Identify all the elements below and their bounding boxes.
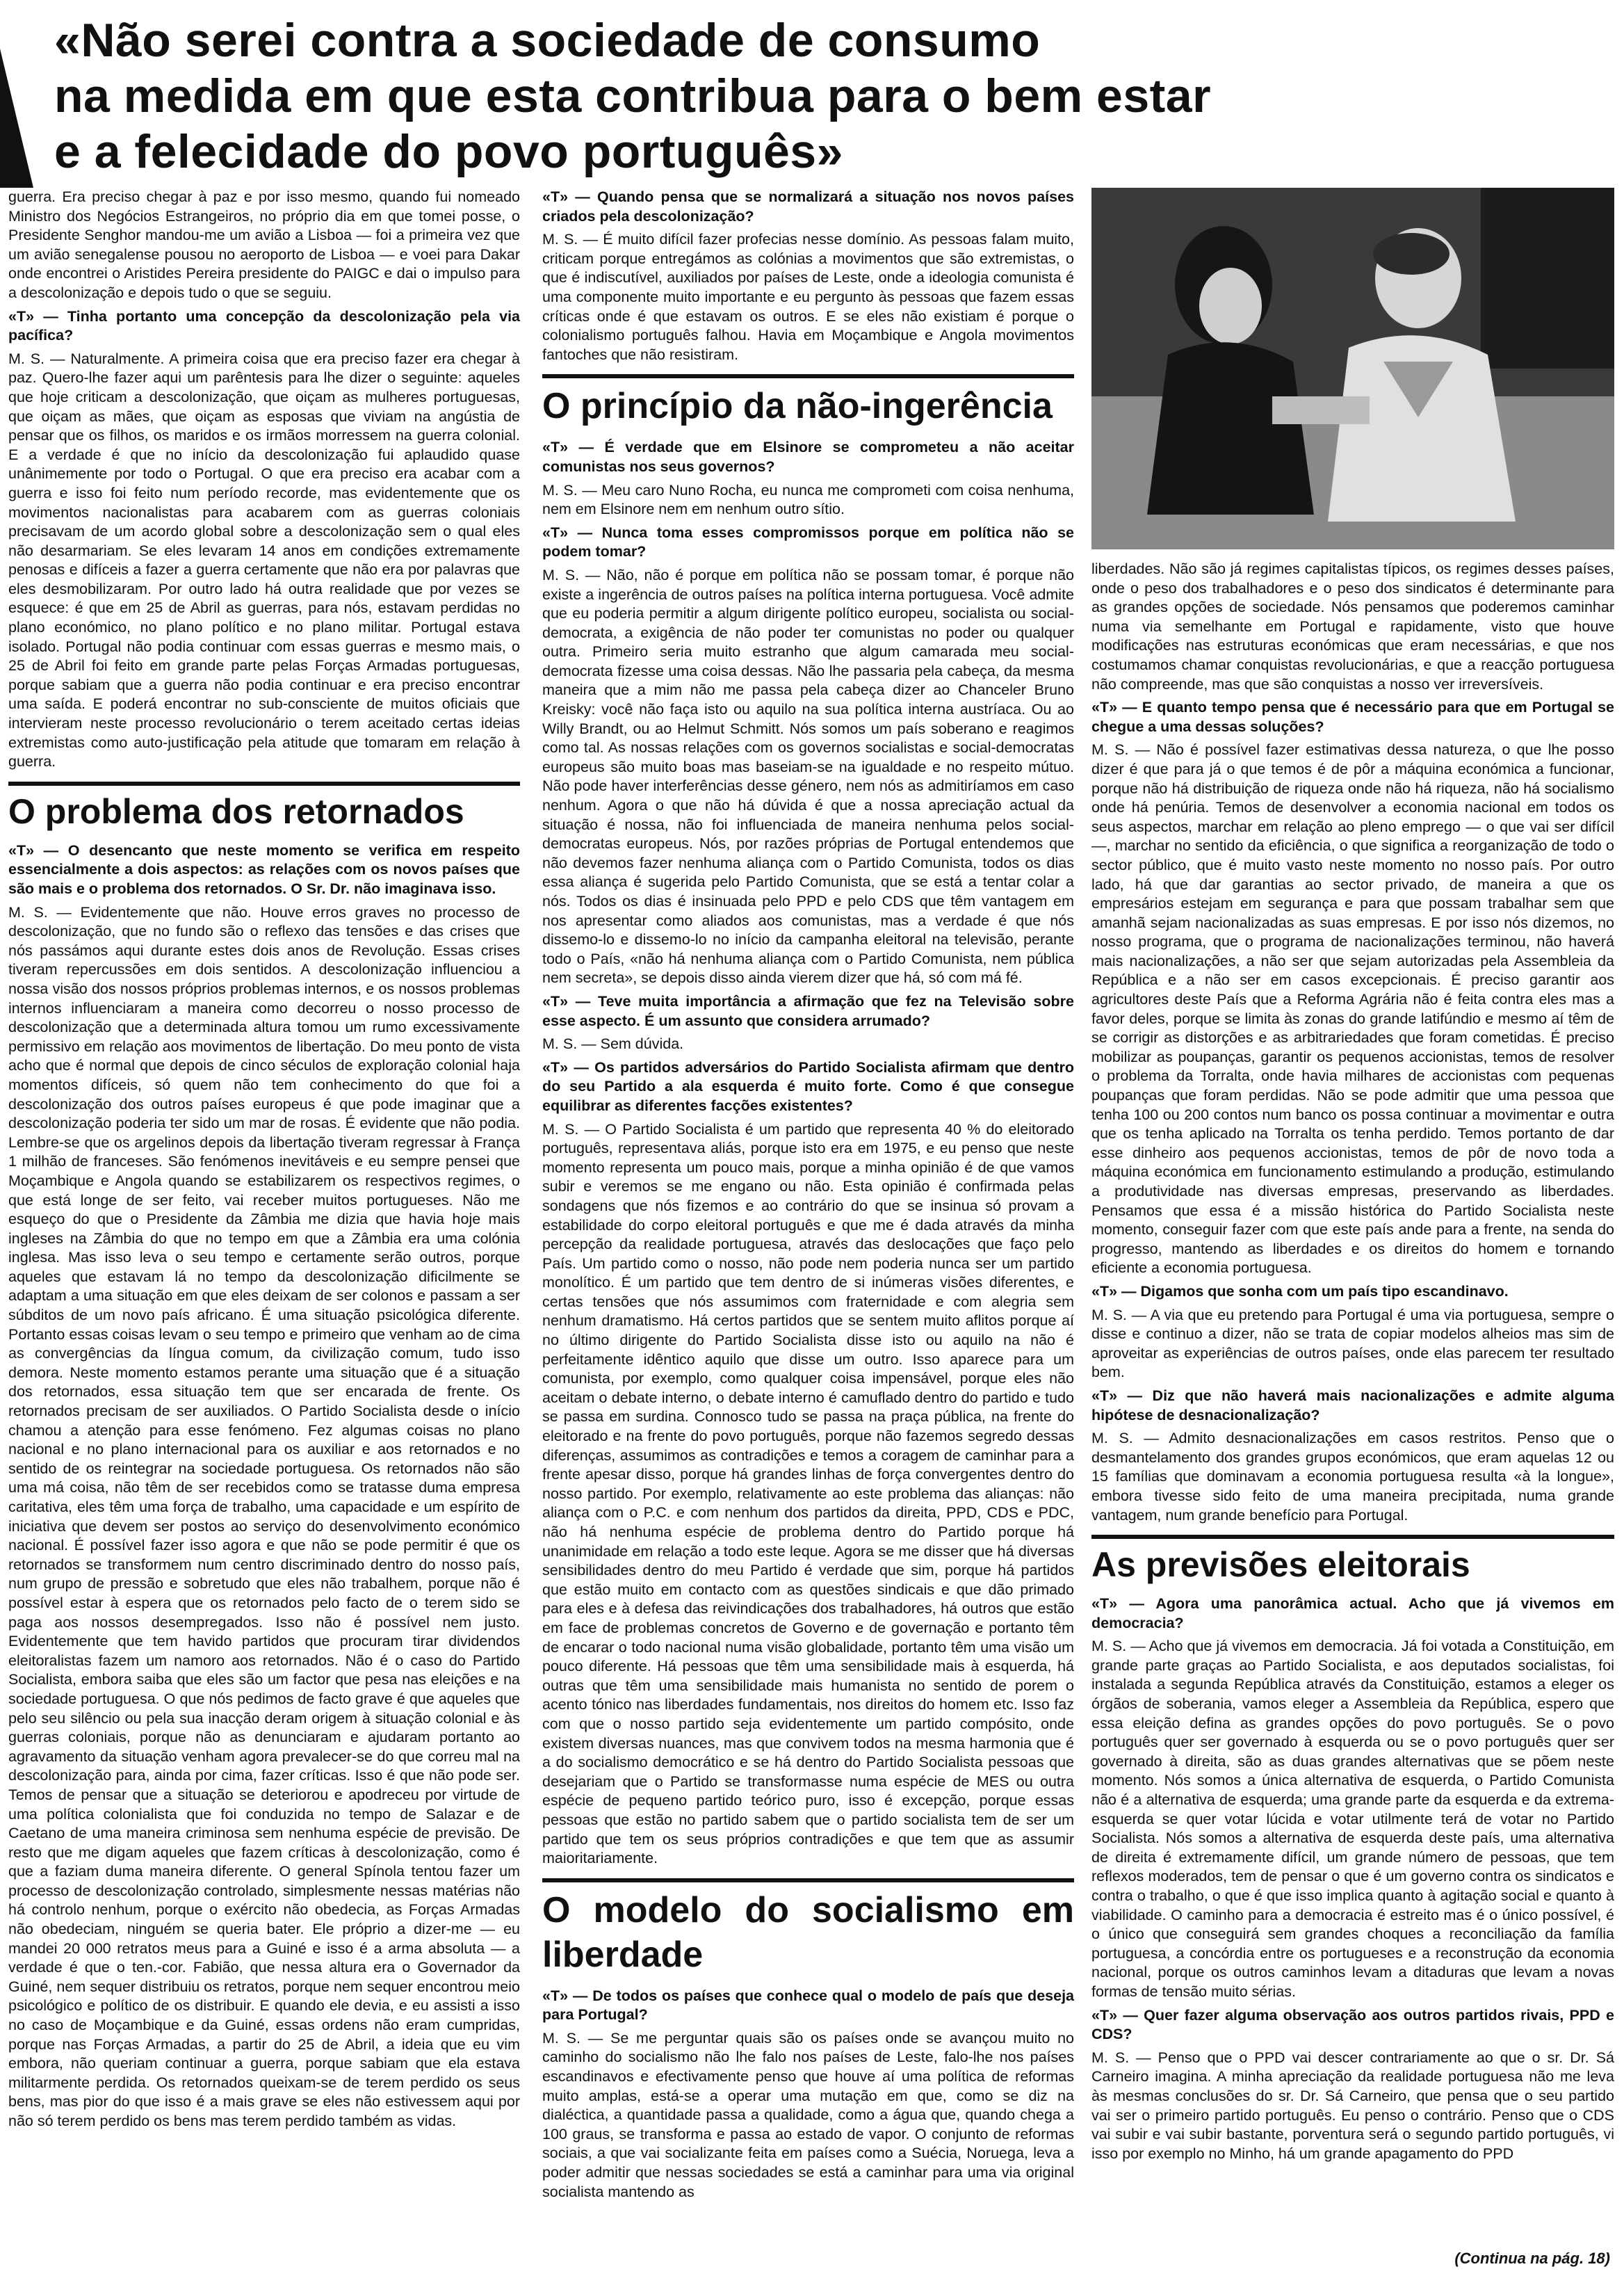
column-3 xyxy=(1091,188,1614,2267)
headline-wedge-mark xyxy=(0,49,33,188)
question: «T» — De todos os países que conhece qual o modelo de país que deseja para Portugal? xyxy=(542,1987,1074,2024)
answer: M. S. — Não, não é porque em política não se possam tomar, é porque não existe a ingerência de outros países na política interna portuguesa. Você admite que eu poderia permitir a algum dirigente político europeu, socialista ou social-democrata, a exigência de não poder ter comunistas no poder ou qualquer outra. Primeiro seria muito estranho que algum camarada meu social-democrata fizesse uma coisa dessas. Não lhe passaria pela cabeça, da mesma maneira que a mim não me passa pela cabeça dizer ao Chanceler Bruno Kreisky: você não faça isto ou aquilo na sua política interna austríaca. Ou ao Willy Brandt, ou ao Helmut Schmitt. Nós somos um país soberano e reagimos como tal. As nossas relações com os governos socialistas e social-democratas europeus são muito boas mas baseiam-se na igualdade e no respeito mútuo. Não pode haver interferências desse género, nem nós as admitiríamos em caso nenhum. Agora o que não há dúvida é que a nossa apreciação actual da situação é nossa, não foi influenciada de maneira nenhuma pelos social-democratas europeus. Nós, por razões próprias de Portugal entendemos que não devemos fazer nenhuma aliança com o Partido Comunista, todos os dias essa aliança é sugerida pelo Partido Comunista, que se está a tentar colar a nós. Todos os dias é insinuada pelo PPD e pelo CDS que têm vantagem em nos apresentar como aliados aos comunistas, mas a verdade é que nós dissemo-lo e dissemo-lo no início da campanha eleitoral na televisão, perante todo o País, «não há nenhuma aliança com o Partido Comunista, nem pública nem secreta», se depois disso ainda vierem dizer que há, só com má fé. xyxy=(542,566,1074,987)
answer: M. S. — Naturalmente. A primeira coisa que era preciso fazer era chegar à paz. Quero-lhe fazer aqui um parêntesis para lhe dizer o seguinte: aqueles que hoje criticam a descolonização, que oiçam as mulheres portuguesas, que oiçam as mães, que oiçam as esposas que viviam na angústia de pensar que os filhos, os maridos e os irmãos morressem na guerra colonial. E a verdade é que no início da descolonização fui aplaudido quase unânimemente por todo o Portugal. O que era preciso era acabar com a guerra e isso foi feito num período recorde, mas evidentemente que os movimentos nacionalistas para acabarem com as guerras coloniais precisavam de um acordo global sobre a descolonização sem o qual eles não desarmariam. Se eles levaram 14 anos em condições extremamente penosas e difíceis a fazer a guerra certamente que não era por palavras que eles desmobilizaram. Por outro lado há outra realidade que por vezes se esquece: é que em 25 de Abril as guerras, para nós, estavam perdidas no plano económico, no plano político e no plano militar. Portugal estava isolado. Portugal não podia continuar com essas guerras e mesmo mais, o 25 de Abril foi feito em grande parte pelas Forças Armadas portuguesas, porque sabiam que a guerra não podia continuar e era preciso encontrar uma saída. E poderá encontrar no sub-consciente de muitos oficiais que intervieram neste processo revolucionário o terem aceitado certas ideias extremistas como auto-justificação pela atitude que tomaram em relação à guerra. xyxy=(8,350,520,770)
answer: M. S. — Admito desnacionalizações em casos restritos. Penso que o desmantelamento dos grandes grupos económicos, que eram aquelas 12 ou 15 famílias que dominavam a economia portuguesa resulta «à la longue», embora tivesse sido feito de uma maneira precipitada, numa grande vantagem, num grande benefício para Portugal. xyxy=(1091,1430,1614,1524)
answer: M. S. — Se me perguntar quais são os países onde se avançou muito no caminho do socialismo não lhe falo nos países de Leste, falo-lhe nos países escandinavos e efectivamente penso que houve aí uma política de reformas muito amplas, está-se a operar uma mutação em que, como se diz na dialéctica, a quantidade passa a qualidade, como a água que, quando chega a 100 graus, se transforma e passa ao estado de vapor. O conjunto de reformas sociais, a que vai socializante feita em países como a Suécia, Noruega, leva a poder admitir que nessas sociedades se está a caminhar para uma via original socialista mantendo as xyxy=(542,2029,1074,2200)
column-2 xyxy=(542,188,1074,2267)
question: «T» — É verdade que em Elsinore se comprometeu a não aceitar comunistas nos seus governos? xyxy=(542,439,1074,475)
answer: M. S. — É muito difícil fazer profecias nesse domínio. As pessoas falam muito, criticam porque entregámos as colónias a movimentos que são extremistas, o que é indiscutível, auxiliados por países de Leste, onde a ideologia comunista é uma componente muito importante e eu pergunto às pessoas que fazem essas críticas onde é que estavam os outros. E se eles não existiam é porque o colonialismo português falhou. Havia em Moçambique e Angola movimentos fantoches que não resistiram. xyxy=(542,231,1074,363)
answer: M. S. — Meu caro Nuno Rocha, eu nunca me comprometi com coisa nenhuma, nem em Elsinore nem em nenhum outro sítio. xyxy=(542,481,1074,518)
answer: M. S. — Acho que já vivemos em democracia. Já foi votada a Constituição, em grande parte graças ao Partido Socialista, e aos deputados socialistas, foi instalada a segunda República através da Constituição, estamos a eleger os órgãos de soberania, vamos eleger a Assembleia da República, espero que essa eleição defina as grandes opções do povo português. Se o povo português quer ser governado à esquerda ou se o povo português quer ser governado à direita, são as duas grandes alternativas que se põem neste momento. Nós somos a única alternativa de esquerda, o Partido Comunista não é a alternativa de esquerda; uma grande parte da esquerda e da extrema-esquerda se quer votar lúcida e votar utilmente terá de votar no Partido Socialista. Nós somos a alternativa de esquerda deste país, uma alternativa de direita é extremamente difícil, um grande número de pessoas, que tem reflexos moderados, tem de pensar o que é um governo contra os sindicatos e contra o trabalho, o que é que isso implica quanto à agitação social e quanto à viabilidade. O caminho para a democracia é estreito mas é o único possível, é o único que conseguirá sem grandes choques a reconciliação da família portuguesa, a concórdia entre os portugueses e a reconstrução da economia nacional, porque os outros caminhos levam a ditaduras que levam a novas formas de tensão muito sérias. xyxy=(1091,1638,1614,2000)
headline-line-3: e a felecidade do povo português» xyxy=(54,125,843,178)
question: «T» — Quando pensa que se normalizará a situação nos novos países criados pela descolonização? xyxy=(542,188,1074,225)
question: «T» — Teve muita importância a afirmação que fez na Televisão sobre esse aspecto. É um assunto que considera arrumado? xyxy=(542,992,1074,1029)
interview-photo xyxy=(1091,188,1614,549)
photo-illustration xyxy=(1091,188,1614,549)
column-1 xyxy=(8,188,520,2267)
section-title-nao-ingerencia: O princípio da não-ingerência xyxy=(542,374,1074,428)
question: «T» — Tinha portanto uma concepção da descolonização pela via pacífica? xyxy=(8,307,520,344)
continued-on-page: (Continua na pág. 18) xyxy=(1454,2250,1610,2268)
paragraph: liberdades. Não são já regimes capitalistas típicos, os regimes desses países, onde o peso dos trabalhadores e o peso dos sindicatos é determinante para as grandes opções de sociedade. Nós pensamos que poderemos caminhar numa via semelhante em Portugal e rapidamente, visto que houve modificações nas estruturas económicas que eram necessárias, e que nos costumamos chamar conquistas revolucionárias, e que a reacção portuguesa não compreende, mas que são conquistas a nosso ver irreversíveis. xyxy=(1091,560,1614,693)
answer: M. S. — O Partido Socialista é um partido que representa 40 % do eleitorado português, representava aliás, porque isto era em 1975, e eu penso que neste momento representa um pouco mais, porque a minha opinião é de que vamos subir e veremos se me engano ou não. Esta opinião é confirmada pelas sondagens que nós fizemos e ao contrário do que se insinua só provam a estabilidade do corpo eleitoral português e que me é dada através da minha percepção da realidade portuguesa, através das deslocações que faço pelo País. Um partido como o nosso, não pode nem poderia nunca ser um partido monolítico. É um partido que tem dentro de si inúmeras visões diferentes, e certas tensões que nós assumimos com fraternidade e com alegria sem nenhum dramatismo. Há certos partidos que se sentem muito aflitos porque aí no último dirigente do Partido Socialista disse isto ou aquilo na não é perfeitamente idêntico aquilo que disse um outro. Isso aparece para um comunista, por exemplo, como qualquer coisa impensável, porque eles não aceitam o debate interno, o debate interno é camuflado dentro do partido e tudo se passa em surdina. Connosco tudo se passa na praça pública, na frente do eleitorado e na frente do povo português, porque não fazemos segredo dessas diferenças, assumimos as contradições e temos a coragem de caminhar para a frente apesar disso, porque há grandes linhas de força convergentes dentro do nosso partido. Por exemplo, relativamente ao este problema das alianças: não aliança com o P.C. e com nenhum dos partidos da direita, PPD, CDS e PDC, não há nenhuma espécie de problema dentro do Partido porque há unanimidade em relação a todo este leque. Agora se me disser que há diversas sensibilidades dentro do meu Partido é verdade que sim, porque há partidos que estão muito em contacto com as questões sindicais e que dão primado para eles e à defesa das reivindicações dos trabalhadores, há outros que estão em face de problemas concretos de Governo e de governação e portanto têm de encarar o todo nacional numa visão globalidade, portanto têm uma visão um pouco diferente. Há pessoas que têm uma sensibilidade mais à esquerda, há outras que têm uma sensibilidade mais humanista no sentido de porem o acento tónico nas liberdades fundamentais, nos direitos do homem etc. Isso faz com que o nosso partido seja evidentemente um partido compósito, onde existem diversas nuances, mas que convivem todos na mesma harmonia que é a do socialismo democrático e se há dentro do Partido Socialista pessoas que desejariam que o Partido se transformasse numa espécie de MES ou outra espécie de pequeno partido teórico puro, isso é excepção, porque essas pessoas que estão no partido sabem que o partido socialista tem de ser um partido que tem os seus próprios contradições e que tem que as assumir maioritariamente. xyxy=(542,1120,1074,1867)
question: «T» — Os partidos adversários do Partido Socialista afirmam que dentro do seu Partido a ala esquerda é muito forte. Como é que consegue equilibrar as diferentes facções existentes? xyxy=(542,1058,1074,1114)
question: «T» — Digamos que sonha com um país tipo escandinavo. xyxy=(1091,1282,1509,1300)
paragraph: guerra. Era preciso chegar à paz e por isso mesmo, quando fui nomeado Ministro dos Negócios Estrangeiros, no próprio dia em que tomei posse, o Presidente Senghor mandou-me um avião a Lisboa — foi a primeira vez que um avião senegalense pousou no aeroporto de Lisboa — e voei para Dakar onde encontrei o Aristides Pereira presidente do PAIGC e dai o impulso para a descolonização e depois tudo o que se seguiu. xyxy=(8,188,520,301)
question: «T» — Quer fazer alguma observação aos outros partidos rivais, PPD e CDS? xyxy=(1091,2006,1614,2043)
headline-line-2: na medida em que esta contribua para o bem estar xyxy=(54,70,1212,122)
answer: M. S. — Evidentemente que não. Houve erros graves no processo de descolonização, que no fundo são o reflexo das tensões e das crises que nós passámos aqui durante estes dois anos de Revolução. Essas crises tiveram repercussões em dois sentidos. A descolonização influenciou a nossa visão dos nossos próprios problemas internos, e os nossos problemas internos influenciaram a maneira como decorreu o nosso processo de descolonização que a determinada altura tomou um rumo excessivamente permissivo em relação aos movimentos de libertação. Do meu ponto de vista acho que é normal que depois de cinco séculos de exploração colonial haja momentos difíceis, só quem não tem conhecimento do que foi a descolonização dos outros países europeus é que pode imaginar que a descolonização poderia ter sido um mar de rosas. É evidente que não podia. Lembre-se que os argelinos depois da libertação tiveram regressar à França 1 milhão de franceses. São fenómenos inevitáveis e eu sempre pensei que Moçambique e Angola quando se estabilizarem os respectivos regimes, o que está longe de ser feito, vai receber muitos portugueses. Não me esqueço do que o Presidente da Zâmbia me dizia que havia hoje mais ingleses na Zâmbia do que no tempo em que a Zâmbia era uma colónia inglesa. Mas isso leva o seu tempo e certamente serão outros, porque aqueles que estavam lá no tempo da descolonização dificilmente se adaptam a uma situação em que eles deixam de ser colonos e passam a ser súbditos de um novo país africano. É uma situação psicológica diferente. Portanto essas coisas levam o seu tempo e primeiro que venham ao de cima as convergências da língua comum, da civilização comum, tudo isso demora. Neste momento estamos perante uma situação que é a situação dos retornados, essa situação tem que ser encarada de frente. Os retornados precisam de ser auxiliados. O Partido Socialista desde o início chamou a atenção para esse fenómeno. Fez algumas coisas no plano nacional e no plano internacional para os auxiliar e aos retornados e no sentido de os reintegrar na sociedade portuguesa. Os retornados não são uma má coisa, não têm de ser recebidos como se tratasse duma empresa caritativa, eles têm uma força de trabalho, uma capacidade e um espírito de iniciativa que devem ser postos ao serviço do desenvolvimento económico nacional. É possível fazer isso agora e que não se pode permitir é que os retornados se transformem num centro discriminado dentro do nosso país, num grupo de pressão e sobretudo que eles não trabalhem, porque não é possível estar à espera que os retornados pelo facto de o terem sido se paga aos nossos desempregados. Isso não é possível nem justo. Evidentemente que tem havido partidos que procuram tirar dividendos eleitoralistas fazem um namoro aos retornados. Não é o caso do Partido Socialista, embora saiba que eles são um factor que pesa nas eleições e na sociedade portuguesa. O que nós pedimos de facto grave é que aqueles que pelo seu silêncio ou pela sua inacção deram origem à situação colonial e às guerras coloniais, porque não as denunciaram e ajudaram portanto ao agravamento da situação venham agora prevalecer-se do que correu mal na descolonização para, ainda por cima, fazer críticas. Isso é que não pode ser. Temos de pensar que a situação se deteriorou e apodreceu por virtude de uma política colonialista que foi conduzida no tempo de Salazar e de Caetano de uma maneira criminosa sem nenhuma espécie de previsão. De resto que me digam aqueles que fazem críticas à descolonização, como é que a faziam duma maneira diferente. O general Spínola tentou fazer um processo de descolonização controlado, simplesmente nessas matérias não há controlo nenhum, porque o exército não obedecia, as Forças Armadas não obedeciam, ninguém se queria bater. Ele próprio a dizer-me — eu mandei 20 000 retratos meus para a Guiné e isso é a arma absoluta — a verdade é que o ten.-cor. Fabião, que nessa altura era o Governador da Guiné, nem sequer distribuiu os retratos, porque nem sequer encontrou meio psicológico e político de os distribuir. E quando ele devia, e eu assisti a isso no caso de Moçambique e da Guiné, essas ordens não eram cumpridas, porque nas Forças Armadas, a partir do 25 de Abril, a ideia que eu vim embora, não queriam continuar a guerra, porque sabiam que ela estava militarmente perdida. Os retornados queixam-se de terem perdido os seus bens, mas pior do que isso é a mais grave se eles não estivessem aqui por não só terem perdido os bens mas terem perdido também as vidas. xyxy=(8,903,520,2129)
question: «T» — Nunca toma esses compromissos porque em política não se podem tomar? xyxy=(542,524,1074,560)
section-title-modelo-socialismo: O modelo do socialismo em liberdade xyxy=(542,1878,1074,1977)
section-title-retornados: O problema dos retornados xyxy=(8,782,520,832)
question: «T» — O desencanto que neste momento se verifica em respeito essencialmente a dois aspectos: as relações com os novos países que são mais e o problema dos retornados. O Sr. Dr. não imaginava isso. xyxy=(8,841,520,897)
question: «T» — Agora uma panorâmica actual. Acho que já vivemos em democracia? xyxy=(1091,1595,1614,1631)
question: «T» — Diz que não haverá mais nacionalizações e admite alguma hipótese de desnacionalização? xyxy=(1091,1387,1614,1423)
section-title-previsoes-eleitorais: As previsões eleitorais xyxy=(1091,1535,1614,1585)
answer: M. S. — Sem dúvida. xyxy=(542,1035,684,1053)
answer: M. S. — Não é possível fazer estimativas dessa natureza, o que lhe posso dizer é que para já o que temos é de pôr a máquina económica a funcionar, porque não há distribuição de riqueza onde não há riqueza, não há socialismo onde há penúria. Temos de desenvolver a economia nacional em todos os seus aspectos, marchar em relação ao pleno emprego — o que vai ser difícil —, marchar no sentido da eficiência, o que significa a reorganização de todo o sector público, que é muito vasto neste momento no nosso país. Por outro lado, há que dar garantias ao sector privado, de maneira a que os empresários estejam em segurança e para que possam trabalhar sem que amanhã sejam nacionalizadas as suas empresas. E por isso nós dizemos, no nosso programa, que o programa de nacionalizações terminou, não haverá mais nacionalizações, a não ser que sejam autorizadas pela Assembleia da República e a não ser em casos excepcionais. É preciso garantir aos agricultores deste País que a Reforma Agrária não é feita contra eles mas a favor deles, porque se limita às zonas do grande latifúndio e mesmo aí têm de se corrigir as distorções e as arbitrariedades que foram cometidas. É preciso mobilizar as poupanças, garantir os pequenos accionistas, temos de resolver o problema da Torralta, onde havia milhares de accionistas com pequenas poupanças que foram perdidas. Não se pode admitir que uma pessoa que tenha 100 ou 200 contos num banco os possa continuar a movimentar e outra que os tenha aplicado na Torralta os tenha perdido. Temos portanto de dar esse dinheiro aos pequenos accionistas, temos de pôr de novo toda a máquina económica em funcionamento estimulando a produção, estimulando a produtividade nas diversas empresas, preservando as liberdades. Pensamos que essa é a missão histórica do Partido Socialista neste momento, conseguir fazer com que este país ande para a frente, na senda do progresso, mantendo as liberdades e os direitos do homem e tornando eficiente a economia portuguesa. xyxy=(1091,741,1614,1277)
answer: M. S. — A via que eu pretendo para Portugal é uma via portuguesa, sempre o disse e continuo a dizer, não se trata de copiar modelos alheios mas sim de aproveitar as experiências de outros países, onde elas parecem ter resultado bem. xyxy=(1091,1306,1614,1381)
headline-line-1: «Não serei contra a sociedade de consumo xyxy=(54,14,1041,67)
headline xyxy=(54,13,1278,179)
column-3-text xyxy=(1091,560,1614,2168)
answer: M. S. — Penso que o PPD vai descer contrariamente ao que o sr. Dr. Sá Carneiro imagina. A minha apreciação da realidade portuguesa não me leva às mesmas conclusões do sr. Dr. Sá Carneiro, que pensa que o seu partido vai ser o primeiro partido português. Eu penso o contrário. Penso que o CDS vai subir e vai subir bastante, porventura será o segundo partido português, vi isso por exemplo no Minho, há um grande apagamento do PPD xyxy=(1091,2049,1614,2162)
question: «T» — E quanto tempo pensa que é necessário para que em Portugal se chegue a uma dessas soluções? xyxy=(1091,699,1614,735)
